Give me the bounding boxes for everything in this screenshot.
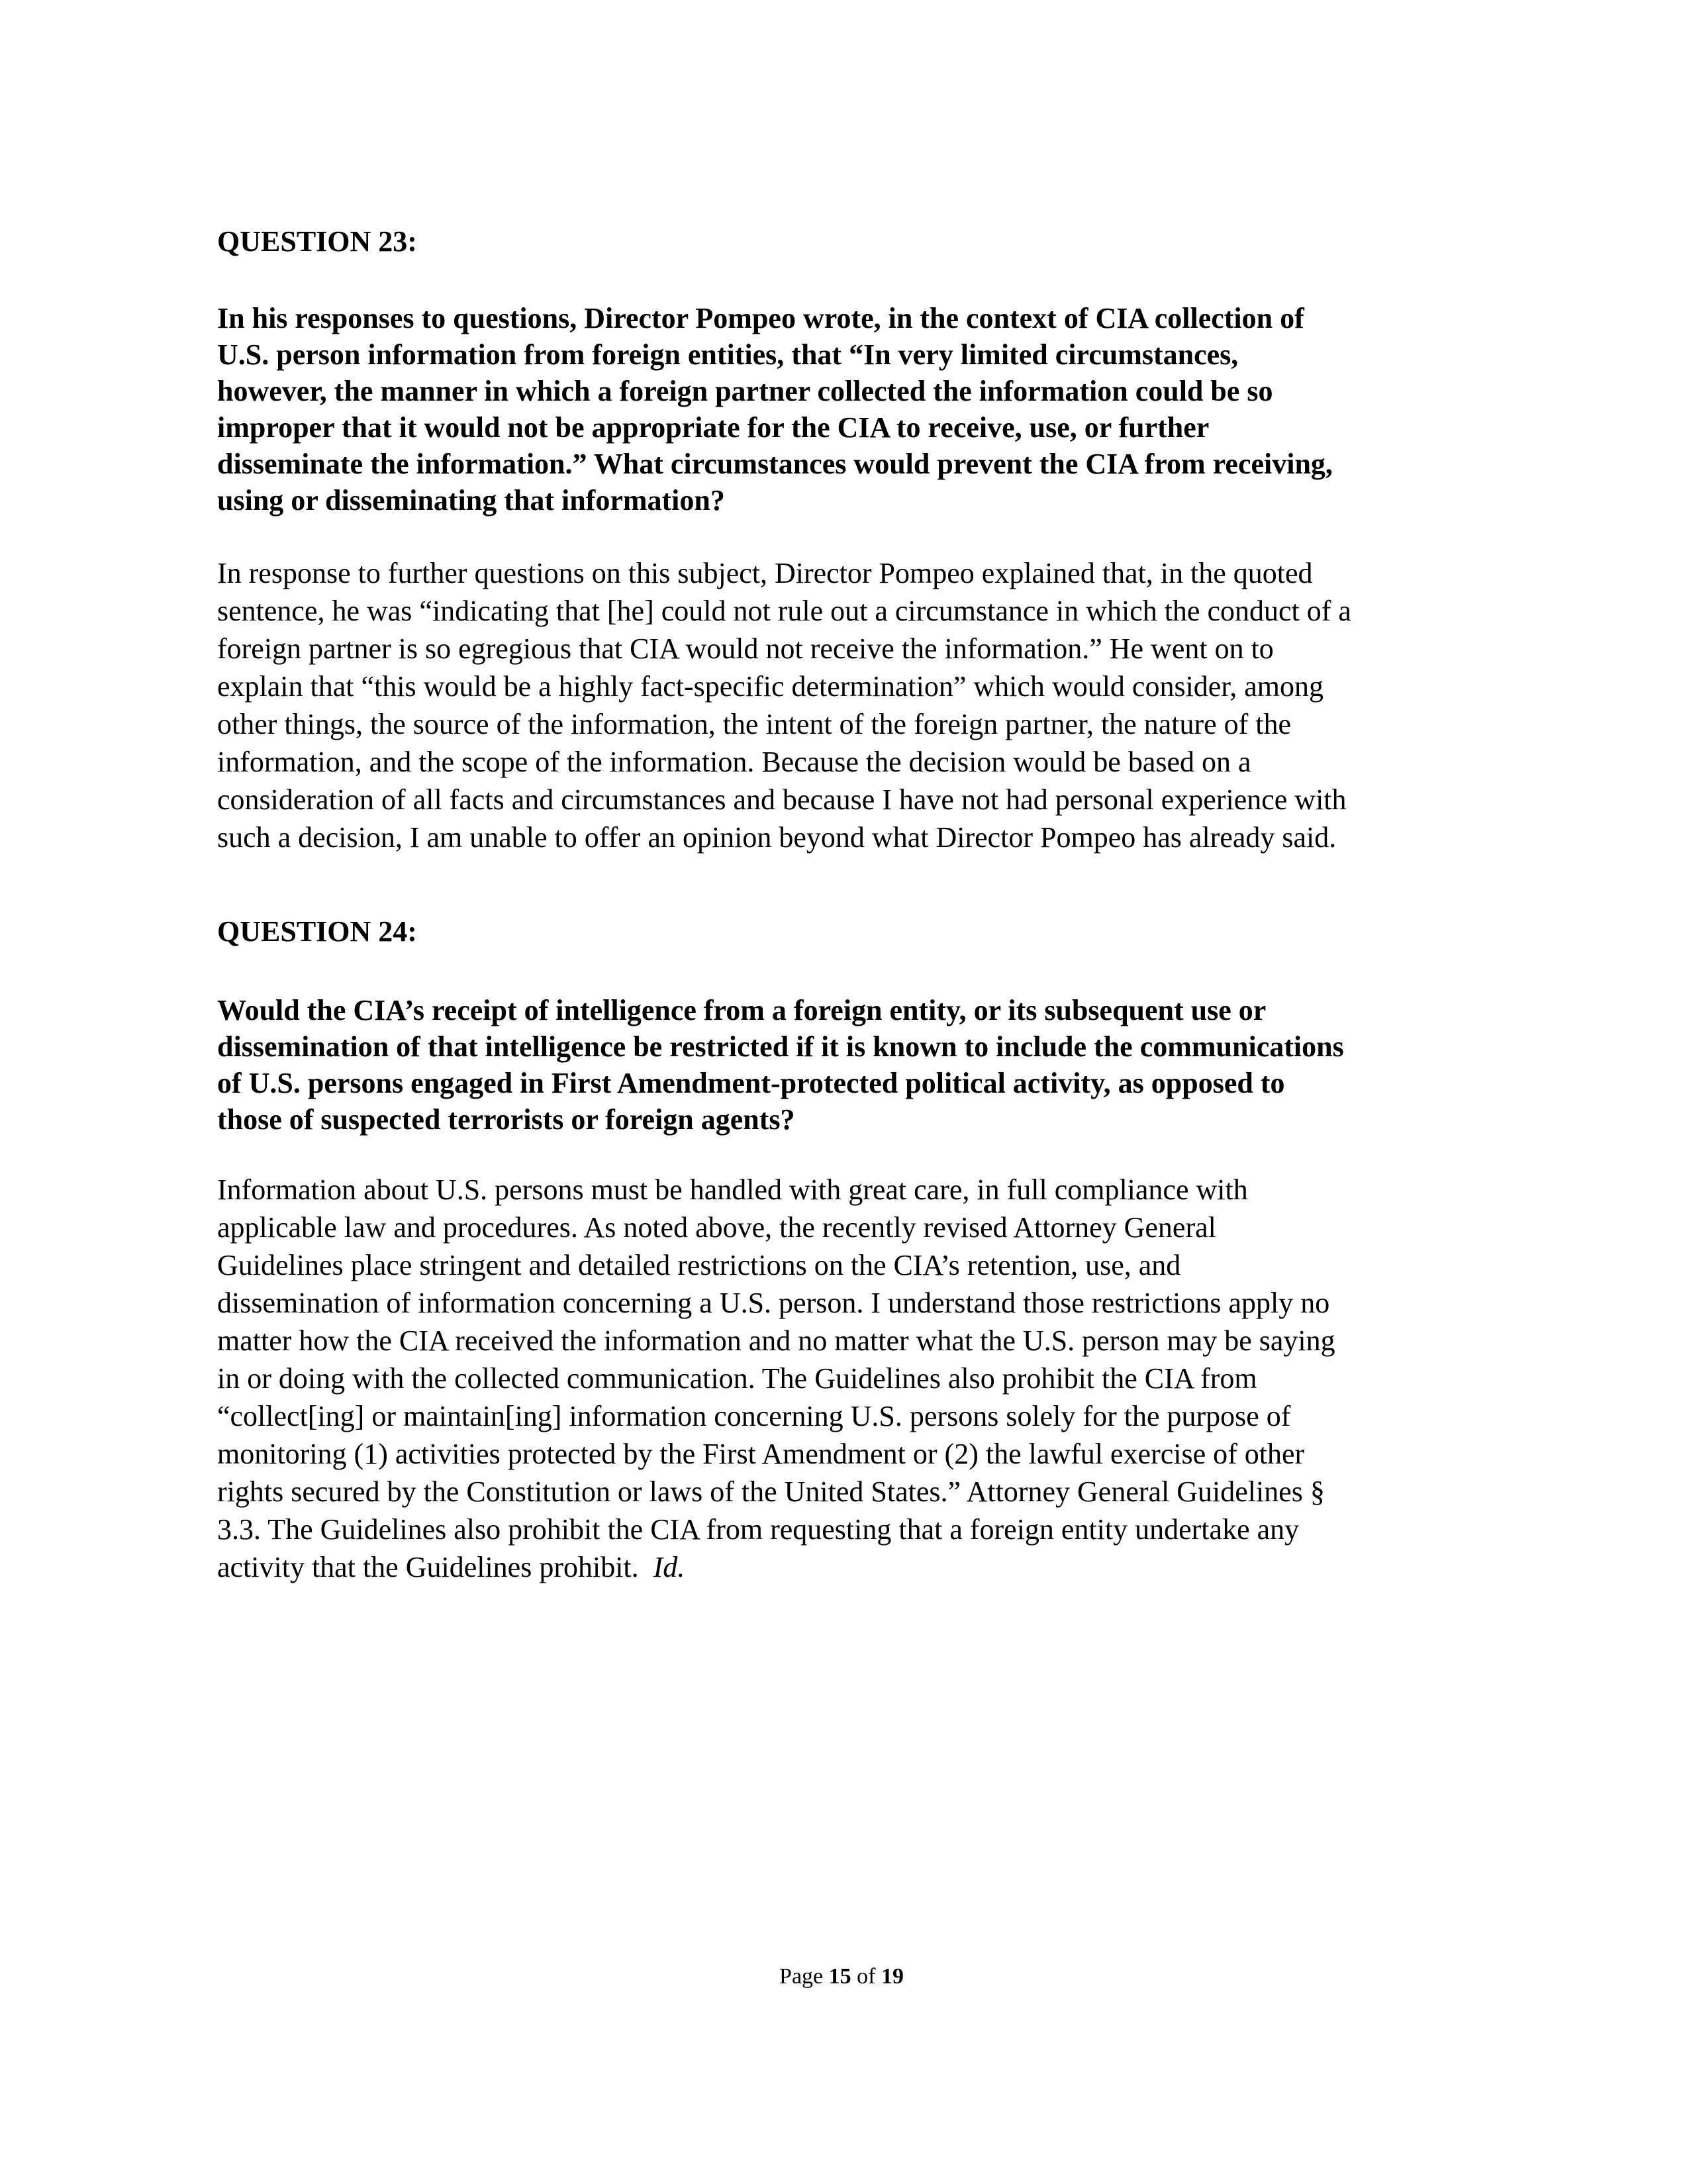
text-line: In response to further questions on this subject, Director Pompeo explained that, in the quoted xyxy=(217,557,1313,589)
text-line: of U.S. persons engaged in First Amendment-protected political activity, as opposed to xyxy=(217,1067,1285,1099)
text-line: “collect[ing] or maintain[ing] information concerning U.S. persons solely for the purpose of xyxy=(217,1400,1291,1432)
text-line: other things, the source of the information, the intent of the foreign partner, the nature of the xyxy=(217,708,1292,740)
citation-id: Id. xyxy=(653,1551,685,1583)
text-line: in or doing with the collected communication. The Guidelines also prohibit the CIA from xyxy=(217,1362,1257,1395)
text-line xyxy=(217,1548,1541,1586)
text-line: those of suspected terrorists or foreign agents? xyxy=(217,1103,795,1136)
text-line: U.S. person information from foreign entities, that “In very limited circumstances, xyxy=(217,338,1239,371)
page-number xyxy=(0,1964,1683,1989)
text-line: Would the CIA’s receipt of intelligence from a foreign entity, or its subsequent use or xyxy=(217,994,1267,1026)
text-line: such a decision, I am unable to offer an opinion beyond what Director Pompeo has already said. xyxy=(217,821,1337,854)
total-pages: 19 xyxy=(881,1964,904,1989)
text-line: In his responses to questions, Director Pompeo wrote, in the context of CIA collection of xyxy=(217,302,1304,334)
text-line: dissemination of that intelligence be restricted if it is known to include the communications xyxy=(217,1030,1344,1063)
text-line: explain that “this would be a highly fact-specific determination” which would consider, among xyxy=(217,670,1323,703)
question-24-answer xyxy=(217,1171,1541,1586)
question-23-answer xyxy=(217,554,1541,856)
text-line: monitoring (1) activities protected by the First Amendment or (2) the lawful exercise of other xyxy=(217,1438,1305,1470)
question-24-text xyxy=(217,992,1541,1138)
question-23-heading: QUESTION 23: xyxy=(217,225,417,258)
text-line: consideration of all facts and circumstances and because I have not had personal experience with xyxy=(217,783,1347,816)
text-line: using or disseminating that information? xyxy=(217,484,725,517)
question-24-heading: QUESTION 24: xyxy=(217,915,417,948)
text-line: dissemination of information concerning a U.S. person. I understand those restrictions apply no xyxy=(217,1287,1330,1319)
text-line: however, the manner in which a foreign partner collected the information could be so xyxy=(217,375,1273,407)
text-line: matter how the CIA received the information and no matter what the U.S. person may be saying xyxy=(217,1324,1335,1357)
text-line: Information about U.S. persons must be handled with great care, in full compliance with xyxy=(217,1173,1248,1206)
text-line: improper that it would not be appropriate for the CIA to receive, use, or further xyxy=(217,411,1210,444)
text-line: applicable law and procedures. As noted above, the recently revised Attorney General xyxy=(217,1211,1216,1244)
text-line: sentence, he was “indicating that [he] could not rule out a circumstance in which the conduct of a xyxy=(217,595,1351,627)
question-23-text xyxy=(217,300,1541,519)
text-span: activity that the Guidelines prohibit. xyxy=(217,1551,653,1583)
text-line: foreign partner is so egregious that CIA would not receive the information.” He went on to xyxy=(217,632,1274,665)
text-line: rights secured by the Constitution or laws of the United States.” Attorney General Guidelines § xyxy=(217,1475,1325,1508)
text-line: information, and the scope of the information. Because the decision would be based on a xyxy=(217,746,1251,778)
text-line: Guidelines place stringent and detailed restrictions on the CIA’s retention, use, and xyxy=(217,1249,1181,1281)
page-label: Page xyxy=(779,1964,829,1989)
page-of: of xyxy=(851,1964,881,1989)
text-line: 3.3. The Guidelines also prohibit the CIA from requesting that a foreign entity undertake any xyxy=(217,1513,1300,1546)
text-line: disseminate the information.” What circumstances would prevent the CIA from receiving, xyxy=(217,448,1333,480)
current-page: 15 xyxy=(828,1964,851,1989)
